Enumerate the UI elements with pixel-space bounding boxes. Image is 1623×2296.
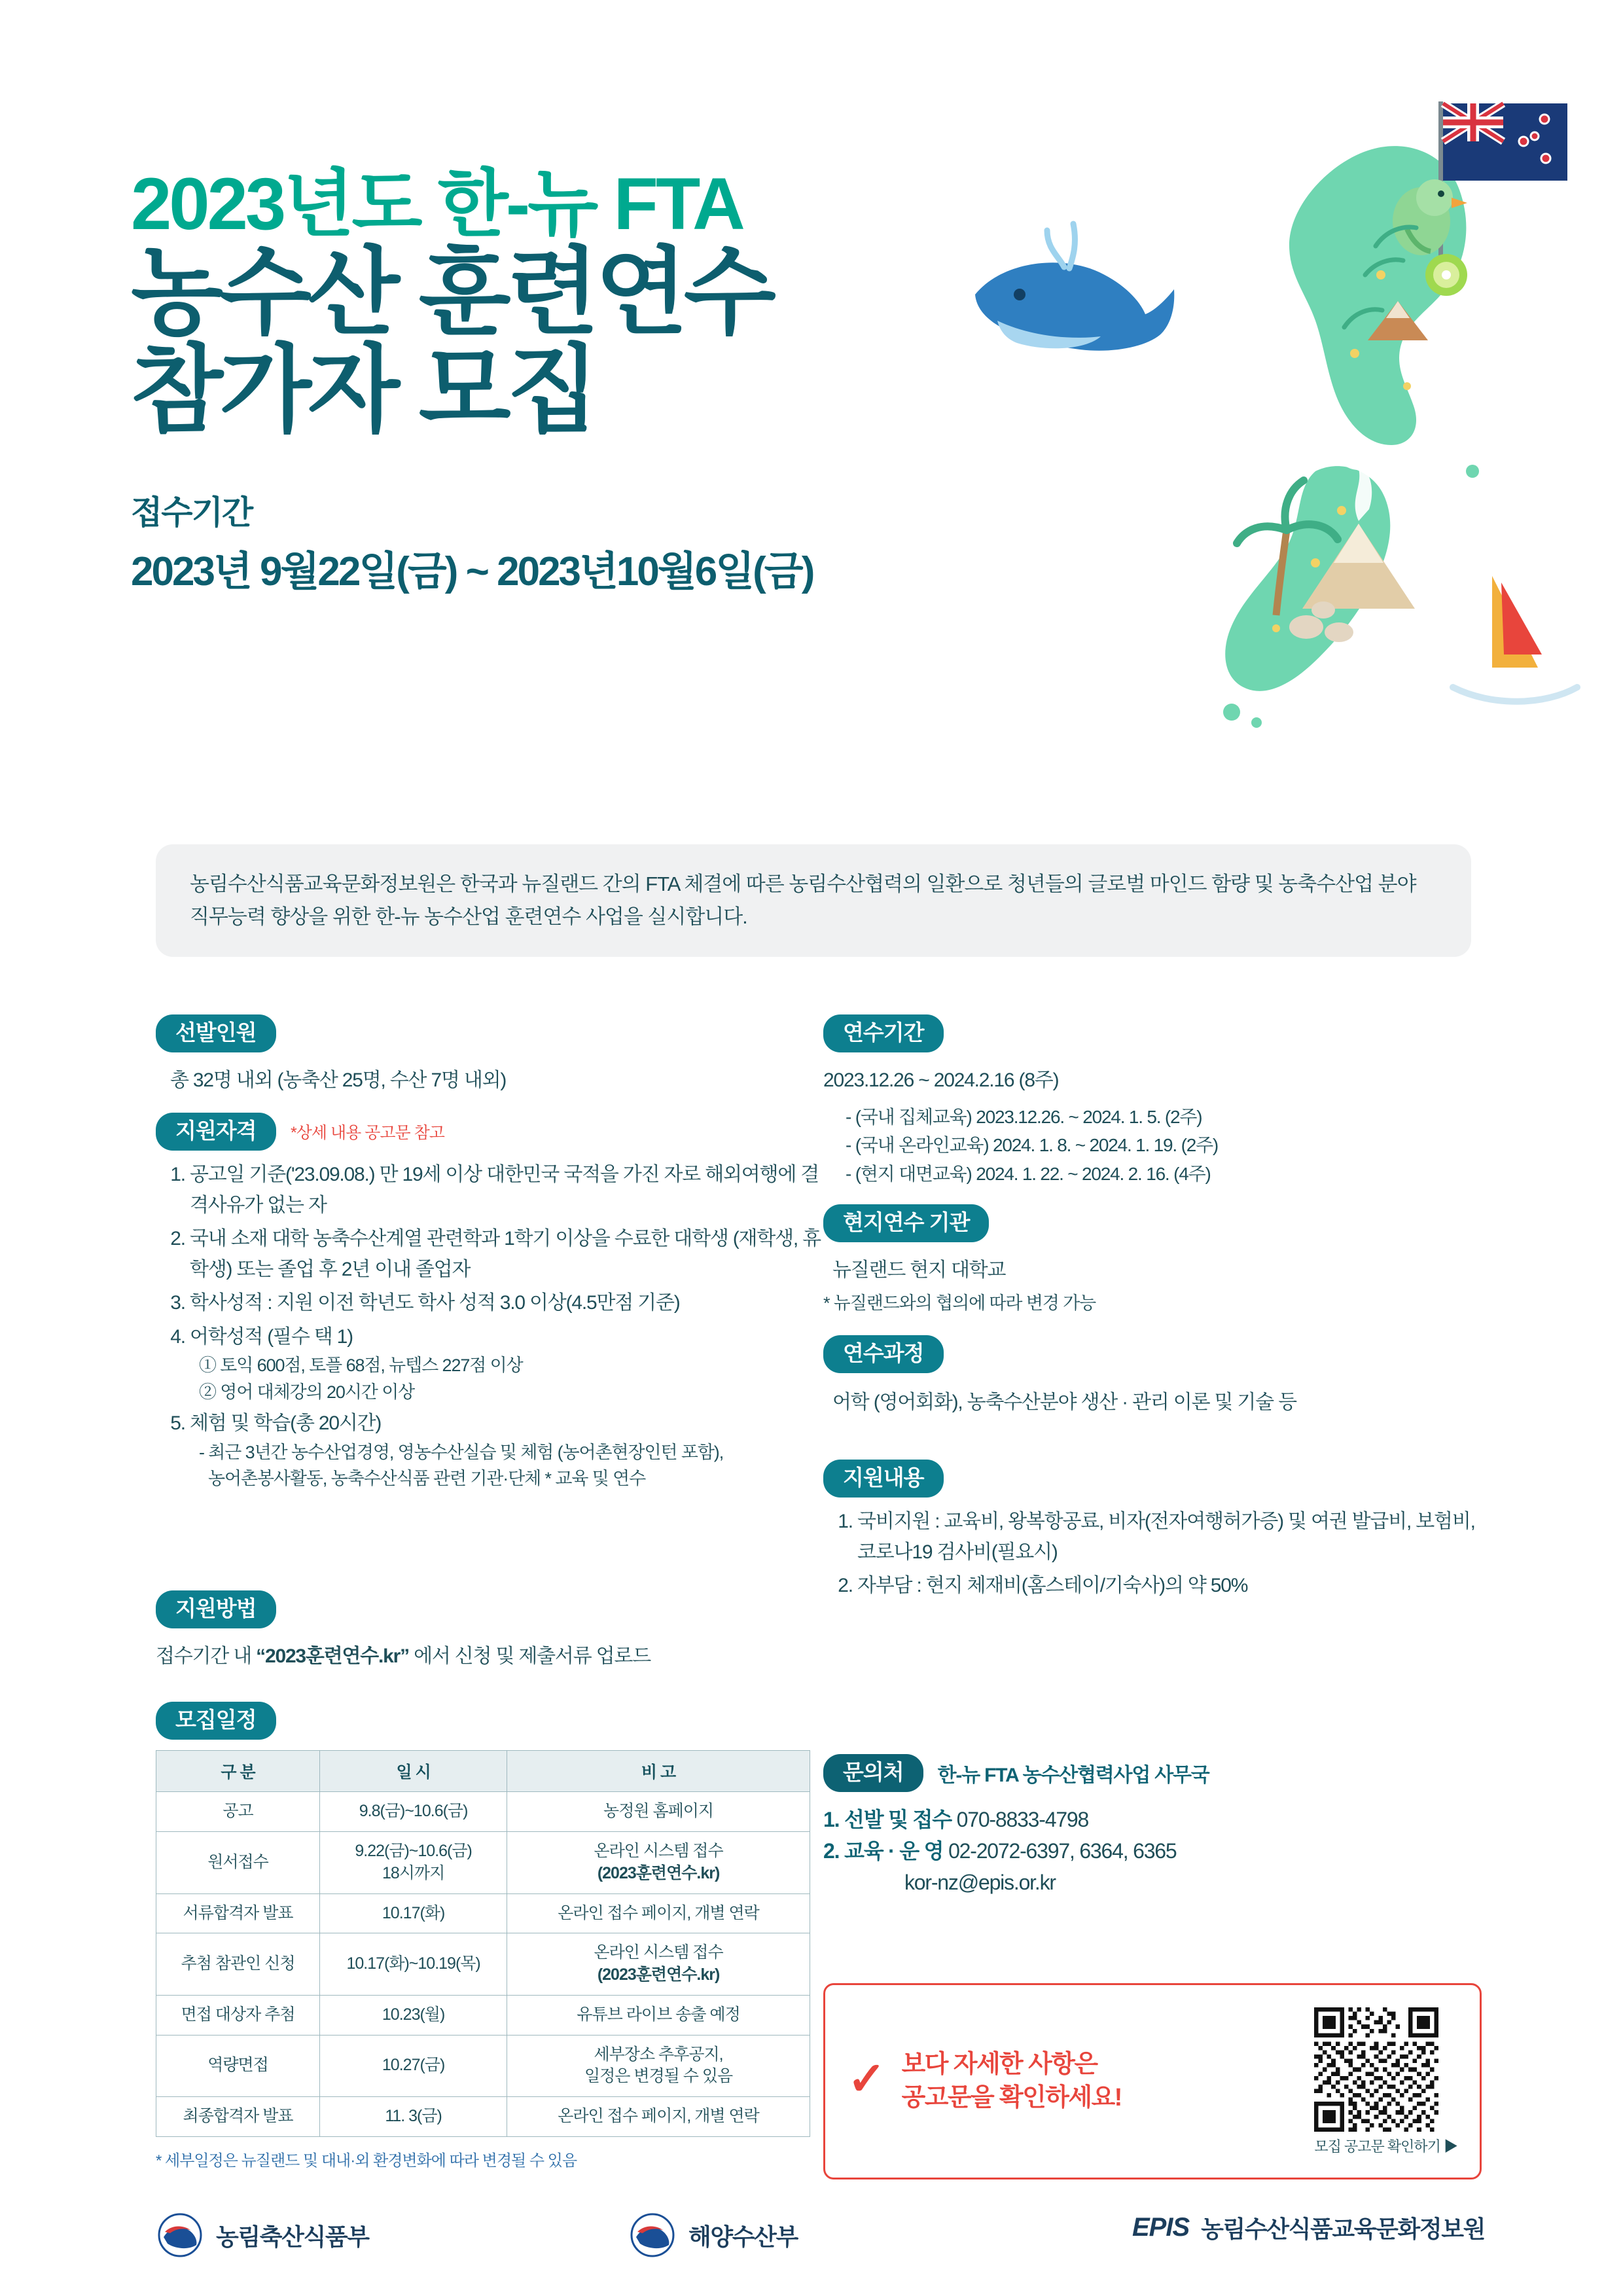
list-item (190, 1408, 823, 1492)
contact-line (823, 1835, 1484, 1867)
logo-label: 해양수산부 (688, 2223, 798, 2250)
contact-phone-2[interactable]: 02-2072-6397, 6364, 6365 (948, 1839, 1177, 1863)
logo-epis (1132, 2211, 1485, 2244)
table-row (156, 1893, 810, 1933)
small-island-3 (1251, 717, 1262, 728)
institution-text: 뉴질랜드 현지 대학교 (832, 1259, 1006, 1282)
schedule-table (156, 1750, 810, 2137)
cell-remarks: 온라인 접수 페이지, 개별 연락 (507, 1893, 810, 1933)
cell-datetime: 9.8(금)~10.6(금) (320, 1792, 507, 1832)
cell-datetime: 10.17(화) (320, 1893, 507, 1933)
period-detail-2: - (국내 온라인교육) 2024. 1. 8. ~ 2024. 1. 19. (2주) (846, 1135, 1219, 1156)
intro-text: 농림수산식품교육문화정보원은 한국과 뉴질랜드 간의 FTA 체결에 따른 농림수산협력의 일환으로 청년들의 글로벌 마인드 함량 및 농축수산업 분야 직무능력 향상을 위한 한-뉴 농수산업 훈련연수 사업을 실시합니다. (190, 872, 1416, 929)
cell-division: 원서접수 (156, 1832, 320, 1894)
eligibility-sub-1: ① 토익 600점, 토플 68점, 뉴텝스 227점 이상 (199, 1355, 523, 1376)
application-period-label: 접수기간 (131, 494, 253, 531)
eligibility-sub-2: ② 영어 대체강의 20시간 이상 (199, 1382, 415, 1402)
flag-union-jack (1443, 103, 1503, 141)
list-item: 2. 국내 소재 대학 농축수산계열 관련학과 1학기 이상을 수료한 대학생 (재학생, 휴학생) 또는 졸업 후 2년 이내 졸업자 (190, 1224, 823, 1285)
contact-title: 문의처 (823, 1754, 923, 1792)
period-detail-3: - (현지 대면교육) 2024. 1. 22. ~ 2024. 2. 16. (4주) (846, 1163, 1211, 1184)
section-apply (156, 1590, 823, 1672)
title-block (131, 164, 982, 597)
check-icon: ✓ (847, 2053, 886, 2104)
kiwifruit-illustration (1425, 254, 1467, 296)
col-header-remarks: 비 고 (507, 1751, 810, 1792)
eligibility-note: *상세 내용 공고문 참고 (290, 1124, 444, 1142)
application-period-range: 2023년 9월22일(금) ~ 2023년10월6일(금) (131, 549, 813, 594)
table-row (156, 2097, 810, 2137)
qr-callout-text (902, 2048, 1122, 2115)
course-title: 연수과정 (823, 1335, 944, 1373)
apply-title: 지원방법 (156, 1590, 276, 1628)
eligibility-list (156, 1160, 823, 1492)
cell-remarks: 온라인 시스템 접수 (2023훈련연수.kr) (507, 1933, 810, 1996)
cell-remarks: 세부장소 추후공지, 일정은 변경될 수 있음 (507, 2035, 810, 2097)
period-title: 연수기간 (823, 1014, 944, 1052)
col-header-division: 구 분 (156, 1751, 320, 1792)
cell-division: 공고 (156, 1792, 320, 1832)
logo-label: 농림수산식품교육문화정보원 (1201, 2215, 1486, 2242)
table-row (156, 1832, 810, 1894)
cell-division: 최종합격자 발표 (156, 2097, 320, 2137)
logo-mafra (156, 2211, 369, 2259)
cell-division: 서류합격자 발표 (156, 1893, 320, 1933)
list-item-label: 체험 및 학습(총 20시간) (190, 1412, 382, 1435)
list-item: 1. 국비지원 : 교육비, 왕복항공료, 비자(전자여행허가증) 및 여권 발급비, 보험비, 코로나19 검사비(필요시) (857, 1507, 1484, 1568)
eligibility-title: 지원자격 (156, 1113, 276, 1151)
qr-side (1314, 2007, 1457, 2156)
contact-phone-1[interactable]: 070-8833-4798 (956, 1808, 1089, 1832)
intro-box (156, 844, 1471, 957)
section-course (823, 1335, 1484, 1418)
qr-code[interactable] (1314, 2007, 1438, 2132)
institution-title: 현지연수 기관 (823, 1204, 989, 1242)
footer-logos (0, 2206, 1623, 2284)
apply-text (156, 1641, 823, 1672)
cell-datetime: 10.27(금) (320, 2035, 507, 2097)
cell-datetime: 10.17(화)~10.19(목) (320, 1933, 507, 1996)
list-item-label: 어학성적 (필수 택 1) (190, 1325, 353, 1348)
section-institution (823, 1204, 1484, 1316)
sailboat-illustration (1453, 576, 1577, 702)
eligibility-sub-4: 농어촌봉사활동, 농축수산식품 관련 기관·단체 * 교육 및 연수 (208, 1469, 646, 1489)
logo-label: 농림축산식품부 (216, 2223, 369, 2250)
eligibility-sub-3: - 최근 3년간 농수산업경영, 영농수산실습 및 체험 (농어촌현장인턴 포함), (199, 1442, 724, 1462)
table-row (156, 1933, 810, 1996)
qr-text-line-2: 공고문을 확인하세요! (901, 2084, 1122, 2111)
poster-header (0, 0, 1623, 818)
section-support (823, 1460, 1484, 1605)
contact-email[interactable]: kor-nz@epis.or.kr (904, 1871, 1056, 1895)
cell-division: 면접 대상자 추첨 (156, 1995, 320, 2035)
cell-division: 역량면접 (156, 2035, 320, 2097)
cell-datetime: 9.22(금)~10.6(금) 18시까지 (320, 1832, 507, 1894)
list-item (190, 1322, 823, 1406)
whale-illustration (975, 224, 1174, 351)
table-row (156, 1792, 810, 1832)
logo-mof (628, 2211, 798, 2259)
qr-caption: 모집 공고문 확인하기 ▶ (1314, 2138, 1457, 2155)
course-text: 어학 (영어회화), 농축수산분야 생산 · 관리 이론 및 기술 등 (832, 1391, 1296, 1414)
cell-datetime: 10.23(월) (320, 1995, 507, 2035)
table-row (156, 1995, 810, 2035)
contact-lines (823, 1804, 1484, 1898)
schedule-title: 모집일정 (156, 1702, 276, 1740)
support-title: 지원내용 (823, 1460, 944, 1498)
contact-label-2: 2. 교육 · 운 영 (823, 1839, 944, 1863)
section-eligibility (156, 1113, 823, 1496)
small-island-1 (1466, 465, 1479, 478)
period-detail-1: - (국내 집체교육) 2023.12.26. ~ 2024. 1. 5. (2주) (846, 1106, 1202, 1127)
apply-text-pre: 접수기간 내 (156, 1645, 257, 1668)
cell-remarks: 유튜브 라이브 송출 예정 (507, 1995, 810, 2035)
section-period (823, 1014, 1484, 1188)
selection-title: 선발인원 (156, 1014, 276, 1052)
small-island-2 (1223, 704, 1240, 721)
government-emblem-icon (156, 2211, 204, 2259)
cell-datetime: 11. 3(금) (320, 2097, 507, 2137)
institution-note: * 뉴질랜드와의 협의에 따라 변경 가능 (823, 1293, 1096, 1313)
list-item: 2. 자부담 : 현지 체재비(홈스테이/기숙사)의 약 50% (857, 1571, 1484, 1602)
selection-text: 총 32명 내외 (농축산 25명, 수산 7명 내외) (170, 1069, 507, 1092)
cell-remarks: 농정원 홈페이지 (507, 1792, 810, 1832)
section-schedule (156, 1702, 823, 2170)
schedule-footnote: * 세부일정은 뉴질랜드 및 대내·외 환경변화에 따라 변경될 수 있음 (156, 2151, 577, 2170)
cell-remarks: 온라인 접수 페이지, 개별 연락 (507, 2097, 810, 2137)
support-list (823, 1507, 1484, 1602)
list-item: 1. 공고일 기준('23.09.08.) 만 19세 이상 대한민국 국적을 가진 자로 해외여행에 결격사유가 없는 자 (190, 1160, 823, 1221)
title-line-1: 2023년도 한-뉴 FTA (131, 163, 743, 245)
table-header-row (156, 1751, 810, 1792)
qr-callout-box (823, 1983, 1482, 2179)
cell-division: 추첨 참관인 신청 (156, 1933, 320, 1996)
period-main: 2023.12.26 ~ 2024.2.16 (8주) (823, 1069, 1059, 1092)
contact-label-1: 1. 선발 및 접수 (823, 1808, 952, 1832)
epis-wordmark: EPIS (1132, 2213, 1190, 2242)
section-selection (156, 1014, 823, 1096)
newzealand-illustration (949, 79, 1603, 772)
contact-subtitle: 한-뉴 FTA 농수산협력사업 사무국 (937, 1765, 1209, 1787)
list-item: 3. 학사성적 : 지원 이전 학년도 학사 성적 3.0 이상(4.5만점 기준) (190, 1288, 823, 1319)
apply-site-name: “2023훈련연수.kr” (256, 1645, 409, 1668)
section-contact (823, 1754, 1484, 1898)
contact-line (823, 1804, 1484, 1835)
col-header-datetime: 일 시 (320, 1751, 507, 1792)
qr-text-line-1: 보다 자세한 사항은 (901, 2050, 1097, 2078)
cell-remarks: 온라인 시스템 접수 (2023훈련연수.kr) (507, 1832, 810, 1894)
contact-header (823, 1754, 1484, 1792)
title-line-3: 참가자 모집 (131, 336, 596, 444)
government-emblem-icon (628, 2211, 677, 2259)
table-row (156, 2035, 810, 2097)
apply-text-post: 에서 신청 및 제출서류 업로드 (408, 1645, 651, 1668)
title-line-2: 농수산 훈련연수 (131, 239, 772, 346)
